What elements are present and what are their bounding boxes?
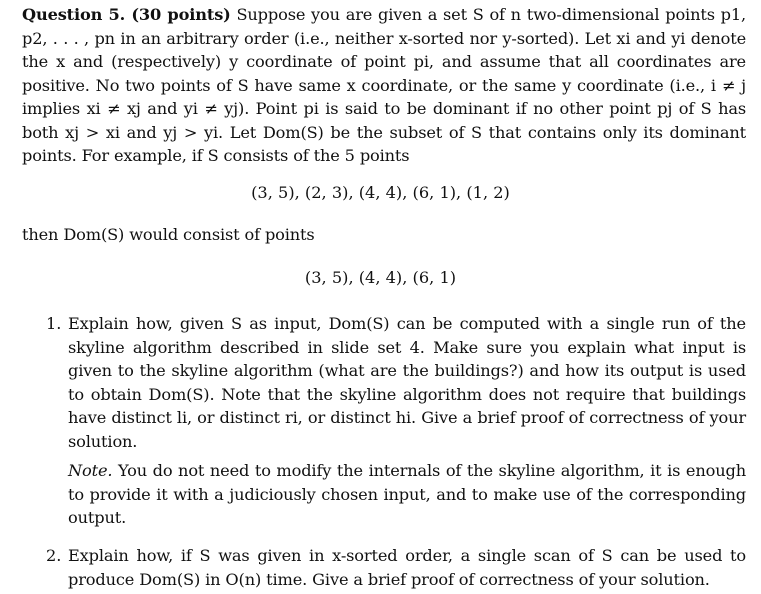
- item-number: 2.: [46, 546, 62, 565]
- note-paragraph: [68, 459, 746, 530]
- question-heading: Question 5. (30 points): [22, 5, 231, 24]
- item-2-text: Explain how, if S was given in x-sorted order, a single scan of S can be used to produce Dom(S) in O(n) time. Give a brief proof of correctness of your solution.: [68, 546, 746, 589]
- dom-points: (3, 5), (4, 4), (6, 1): [304, 268, 457, 287]
- then-text: then Dom(S) would consist of points: [22, 225, 315, 244]
- item-number: 1.: [46, 314, 62, 333]
- example-points: (3, 5), (2, 3), (4, 4), (6, 1), (1, 2): [251, 183, 510, 202]
- question-intro-text: Suppose you are given a set S of n two-dimensional points p1, p2, . . . , pn in an arbitrary order (i.e., neither x-sorted nor y-sorted). Let xi and yi denote the x and (respectively) y coordinate of point pi, and assume that all coordinates are positive. No two points of S have same x coordinate, or the same y coordinate (i.e., i ≠ j implies xi ≠ xj and yi ≠ yj). Point pi is said to be dominant if no other point pj of S has both xj > xi and yj > yi. Let Dom(S) be the subset of S that contains only its dominant points. For example, if S consists of the 5 points: [22, 5, 746, 165]
- note-label: Note.: [68, 461, 113, 480]
- note-text: You do not need to modify the internals of the skyline algorithm, it is enough to provide it with a judiciously chosen input, and to make use of the corresponding output.: [68, 461, 746, 527]
- item-1-text: Explain how, given S as input, Dom(S) can be computed with a single run of the skyline algorithm described in slide set 4. Make sure you explain what input is given to the skyline algorithm (what are the buildings?) and how its output is used to obtain Dom(S). Note that the skyline algorithm does not require that buildings have distinct li, or distinct ri, or distinct hi. Give a brief proof of correctness of your solution.: [68, 314, 746, 451]
- question-intro-paragraph: [22, 3, 746, 168]
